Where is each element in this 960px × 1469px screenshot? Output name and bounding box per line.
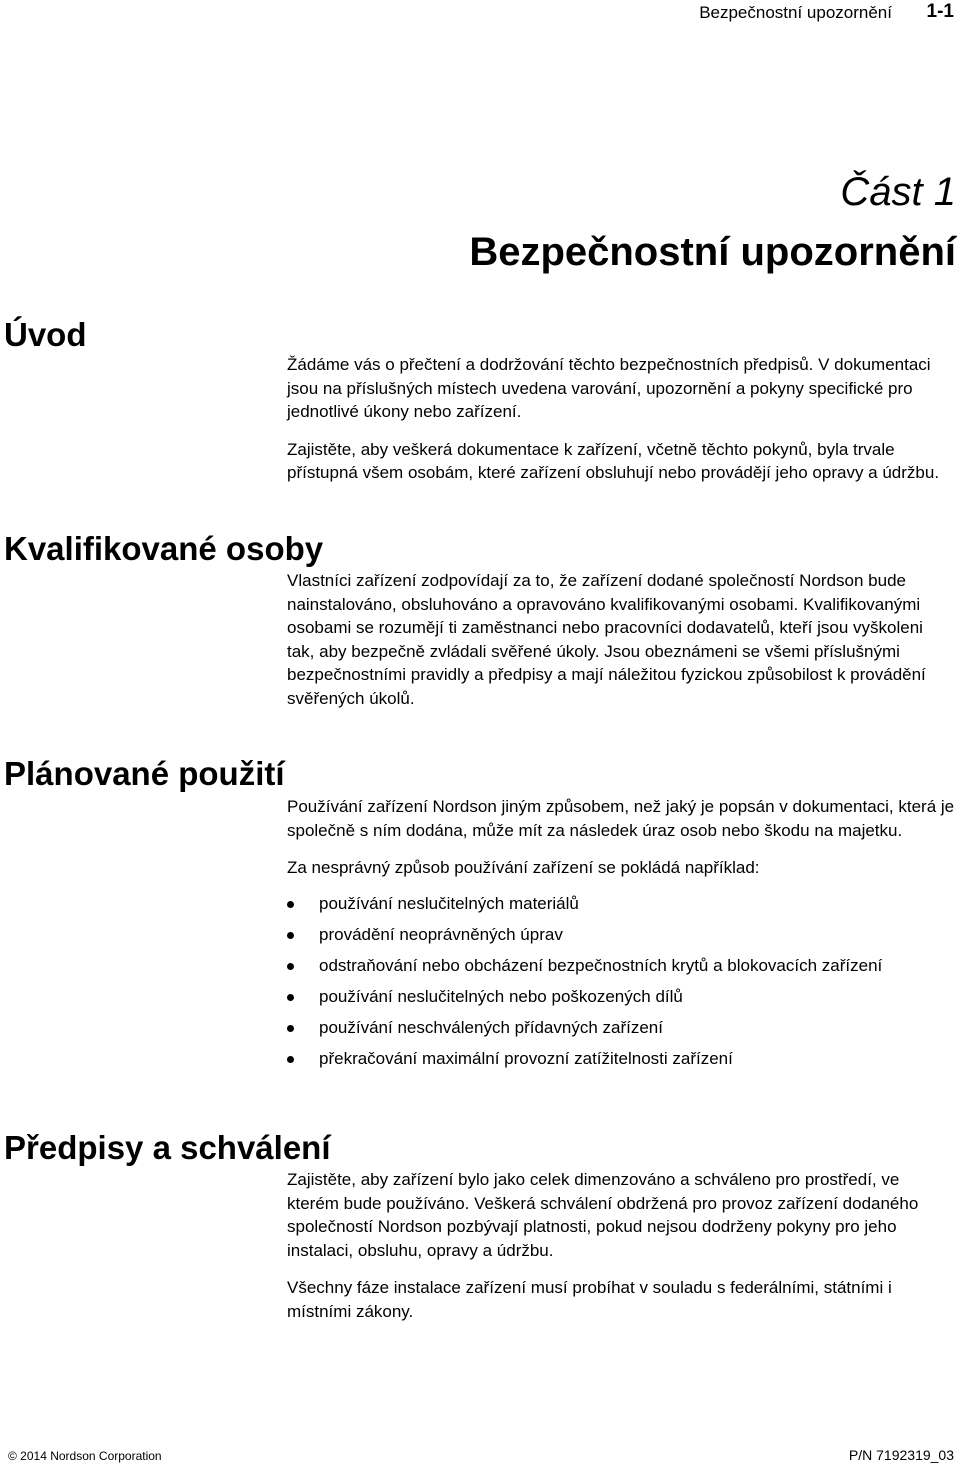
bullet-icon: [287, 994, 294, 1001]
part-label: Část 1: [840, 170, 956, 214]
list-item: provádění neoprávněných úprav: [287, 923, 955, 947]
bullet-list: [287, 892, 955, 1071]
footer-copyright: © 2014 Nordson Corporation: [8, 1449, 162, 1463]
footer-part-number: P/N 7192319_03: [848, 1447, 954, 1463]
paragraph: Zajistěte, aby zařízení bylo jako celek dimenzováno a schváleno pro prostředí, ve kterém bude používáno. Veškerá schválení obdržená pro provoz zařízení dodaného společností Nordson pozbývají platnosti, pokud nejsou dodrženy pokyny pro jeho instalaci, obsluhu, opravy a údržbu.: [287, 1170, 919, 1260]
bullet-icon: [287, 963, 294, 970]
paragraph: Všechny fáze instalace zařízení musí probíhat v souladu s federálními, státními i místními zákony.: [287, 1278, 892, 1321]
header-title: Bezpečnostní upozornění: [699, 3, 892, 22]
bullet-icon: [287, 901, 294, 908]
list-item: odstraňování nebo obcházení bezpečnostních krytů a blokovacích zařízení: [287, 954, 955, 978]
list-item: používání neslučitelných materiálů: [287, 892, 955, 916]
list-item: překračování maximální provozní zatížitelnosti zařízení: [287, 1047, 955, 1071]
list-item: používání neslučitelných nebo poškozených dílů: [287, 985, 955, 1009]
section-qualified-body: [287, 569, 955, 724]
page-number: 1-1: [926, 1, 954, 22]
paragraph: Vlastníci zařízení zodpovídají za to, že zařízení dodané společností Nordson bude nainstalováno, obsluhováno a opravováno kvalifikovanými osobami. Kvalifikovanými osobami se rozumějí ti zaměstnanci nebo pracovníci dodavatelů, kteří jsou vyškoleni tak, aby bezpečně zvládali svěřené úkoly. Jsou obeznámeni se všemi příslušnými bezpečnostními pravidly a předpisy a mají náležitou fyzickou způsobilost k provádění svěřených úkolů.: [287, 571, 926, 708]
section-regulations-body: [287, 1168, 955, 1337]
part-title: Bezpečnostní upozornění: [469, 230, 956, 274]
bullet-icon: [287, 1025, 294, 1032]
running-header: [0, 0, 960, 30]
paragraph: Zajistěte, aby veškerá dokumentace k zařízení, včetně těchto pokynů, byla trvale přístupná všem osobám, které zařízení obsluhují nebo provádějí jeho opravy a údržbu.: [287, 439, 940, 482]
list-item: používání neschválených přídavných zařízení: [287, 1016, 955, 1040]
paragraph: Žádáme vás o přečtení a dodržování těchto bezpečnostních předpisů. V dokumentaci jsou na příslušných místech uvedena varování, upozornění a pokyny specifické pro jednotlivé úkony nebo zařízení.: [287, 355, 931, 421]
section-intended-use-body: [287, 795, 955, 1078]
heading-regulations: Předpisy a schválení: [4, 1129, 331, 1166]
bullet-icon: [287, 1056, 294, 1063]
section-intro-body: [287, 353, 955, 499]
paragraph: Za nesprávný způsob používání zařízení se pokládá například:: [287, 858, 760, 877]
heading-intro: Úvod: [4, 316, 87, 353]
paragraph: Používání zařízení Nordson jiným způsobem, než jaký je popsán v dokumentaci, která je společně s ním dodána, může mít za následek úraz osob nebo škodu na majetku.: [287, 797, 955, 840]
heading-qualified: Kvalifikované osoby: [4, 530, 324, 567]
heading-intended-use: Plánované použití: [4, 755, 285, 792]
bullet-icon: [287, 932, 294, 939]
